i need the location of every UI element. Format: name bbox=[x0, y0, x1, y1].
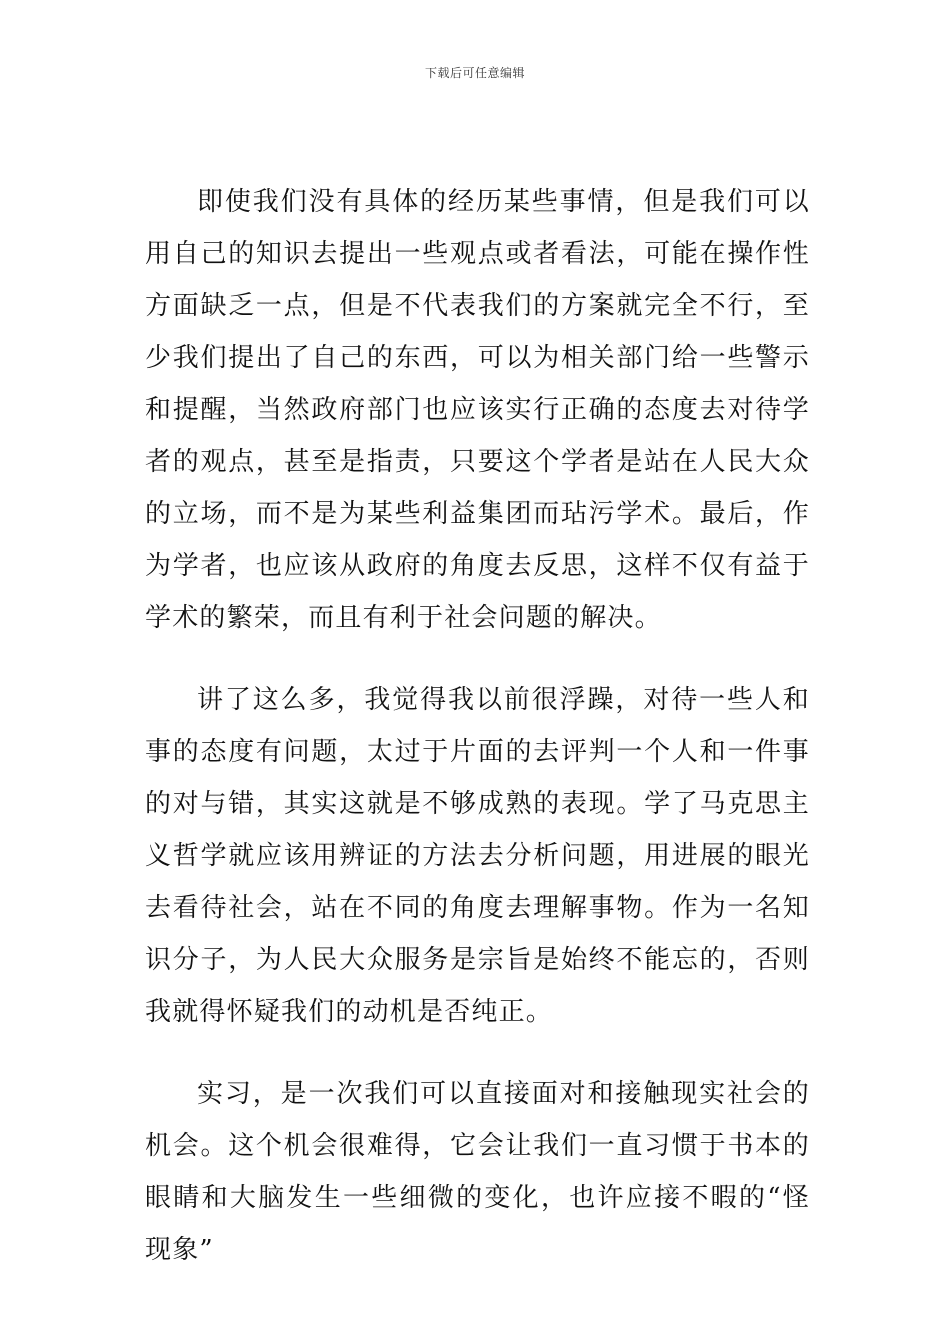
paragraph-3: 实习，是一次我们可以直接面对和接触现实社会的机会。这个机会很难得，它会让我们一直习惯于书本的眼睛和大脑发生一些细微的变化，也许应接不暇的“怪现象” bbox=[145, 1079, 810, 1265]
paragraph-1: 即使我们没有具体的经历某些事情，但是我们可以用自己的知识去提出一些观点或者看法，可能在操作性方面缺乏一点，但是不代表我们的方案就完全不行，至少我们提出了自己的东西，可以为相关部门给一些警示和提醒，当然政府部门也应该实行正确的态度去对待学者的观点，甚至是指责，只要这个学者是站在人民大众的立场，而不是为某些利益集团而玷污学术。最后，作为学者，也应该从政府的角度去反思，这样不仅有益于学术的繁荣，而且有利于社会问题的解决。 bbox=[145, 187, 810, 633]
page-header: 下载后可任意编辑 bbox=[424, 66, 525, 80]
paragraph-2: 讲了这么多，我觉得我以前很浮躁，对待一些人和事的态度有问题，太过于片面的去评判一个人和一件事的对与错，其实这就是不够成熟的表现。学了马克思主义哲学就应该用辨证的方法去分析问题，用进展的眼光去看待社会，站在不同的角度去理解事物。作为一名知识分子，为人民大众服务是宗旨是始终不能忘的，否则我就得怀疑我们的动机是否纯正。 bbox=[145, 685, 810, 1027]
paragraph-2-container bbox=[145, 674, 810, 1038]
paragraph-3-container bbox=[145, 1068, 810, 1276]
paragraph-1-container bbox=[145, 176, 810, 644]
